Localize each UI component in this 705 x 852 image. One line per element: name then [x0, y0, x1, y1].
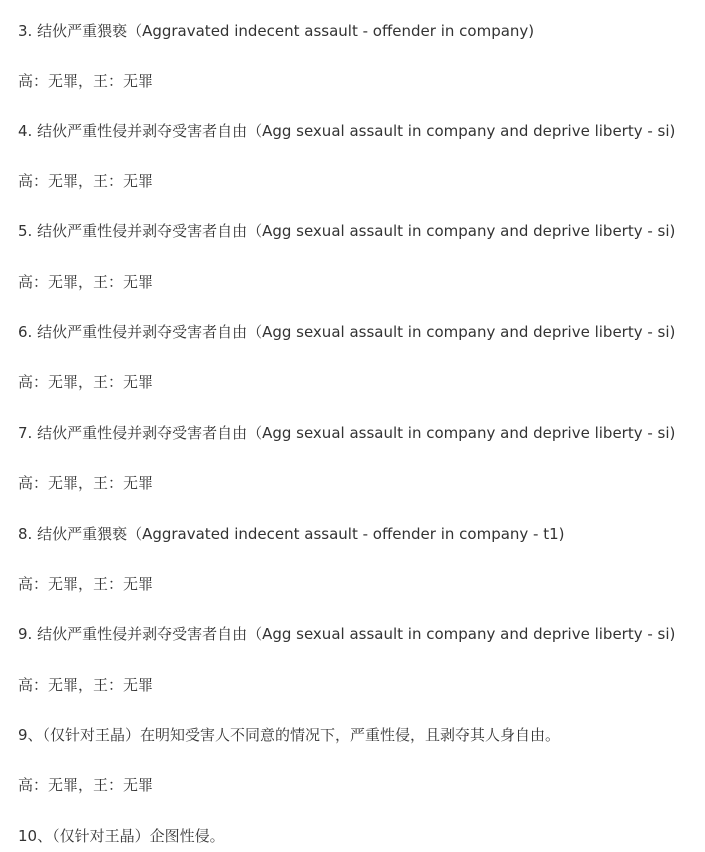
verdict-charge-8: 高：无罪，王：无罪 — [18, 575, 154, 593]
verdict-charge-7: 高：无罪，王：无罪 — [18, 474, 154, 492]
charge-9-wang-only: 9、（仅针对王晶）在明知受害人不同意的情况下，严重性侵，且剥夺其人身自由。 — [18, 726, 561, 744]
verdict-charge-4: 高：无罪，王：无罪 — [18, 172, 154, 190]
verdict-charge-6: 高：无罪，王：无罪 — [18, 373, 154, 391]
charge-7: 7. 结伙严重性侵并剥夺受害者自由（Agg sexual assault in company and deprive liberty - si) — [18, 424, 676, 442]
charge-9: 9. 结伙严重性侵并剥夺受害者自由（Agg sexual assault in company and deprive liberty - si) — [18, 625, 676, 643]
charge-3: 3. 结伙严重猥亵（Aggravated indecent assault - offender in company) — [18, 22, 535, 40]
verdict-charge-5: 高：无罪，王：无罪 — [18, 273, 154, 291]
charge-5: 5. 结伙严重性侵并剥夺受害者自由（Agg sexual assault in company and deprive liberty - si) — [18, 222, 676, 240]
charge-8: 8. 结伙严重猥亵（Aggravated indecent assault - offender in company - t1) — [18, 525, 565, 543]
verdict-charge-3: 高：无罪，王：无罪 — [18, 72, 154, 90]
verdict-charge-9: 高：无罪，王：无罪 — [18, 676, 154, 694]
charge-6: 6. 结伙严重性侵并剥夺受害者自由（Agg sexual assault in company and deprive liberty - si) — [18, 323, 676, 341]
charge-4: 4. 结伙严重性侵并剥夺受害者自由（Agg sexual assault in company and deprive liberty - si) — [18, 122, 676, 140]
verdict-charge-9-wang-only: 高：无罪，王：无罪 — [18, 776, 154, 794]
charge-10-wang-only: 10、（仅针对王晶）企图性侵。 — [18, 827, 225, 845]
